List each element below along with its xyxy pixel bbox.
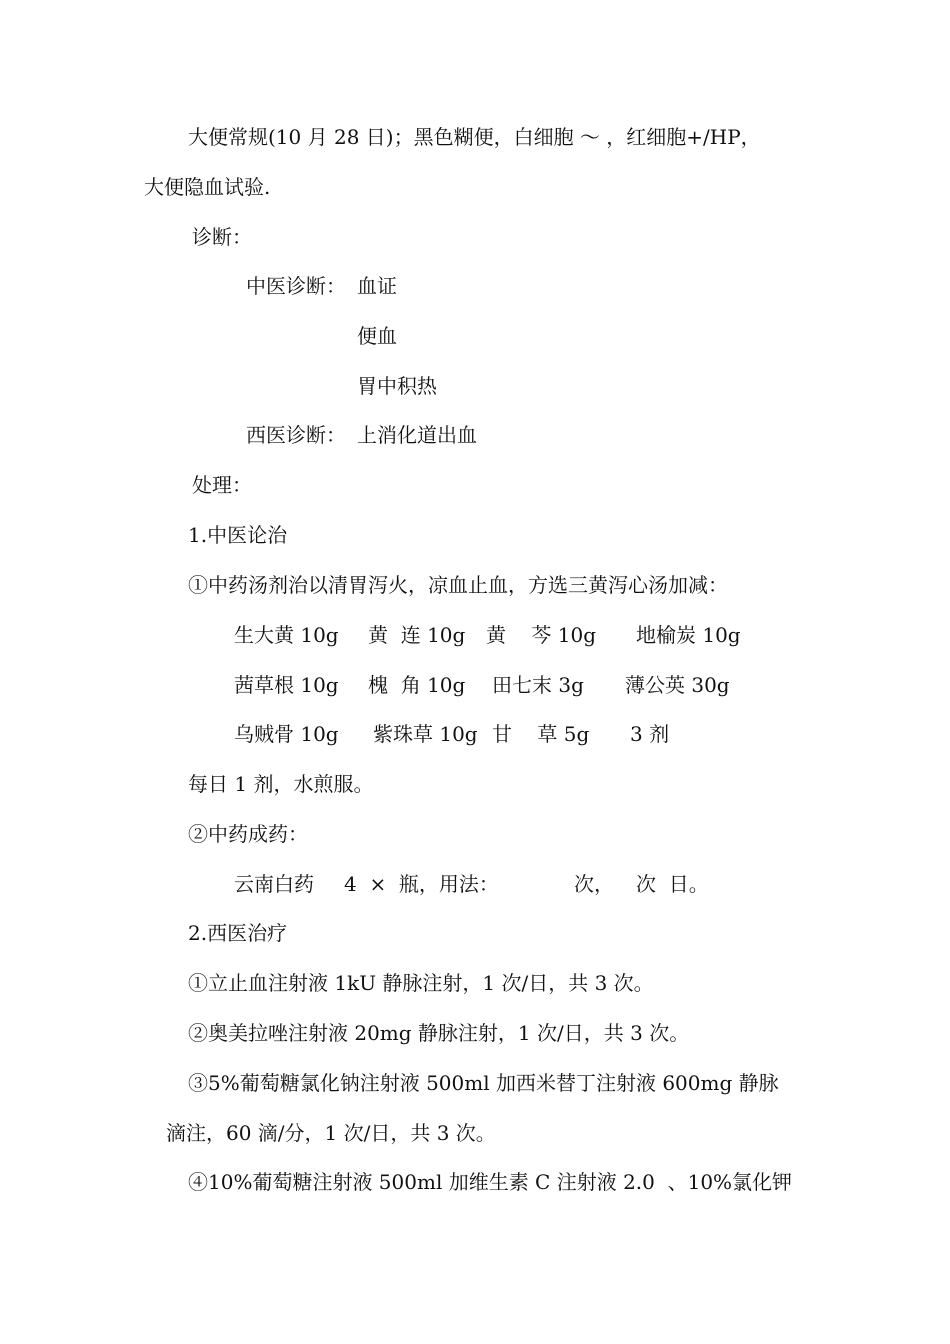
herb-item: 黄 芩 10g (486, 623, 597, 647)
herb-item: 槐 角 10g (368, 673, 466, 697)
wm-diagnosis-value: 上消化道出血 (357, 423, 477, 447)
herb-row (0, 672, 950, 698)
herb-item: 黄 连 10g (368, 623, 466, 647)
treatment-heading: 处理： (192, 473, 252, 497)
patent-medicine-heading: ②中药成药： (188, 822, 308, 846)
patent-medicine-times: 次， (574, 872, 614, 896)
herb-item: 薄公英 30g (625, 673, 730, 697)
herb-item: 甘 草 5g (492, 722, 590, 746)
herb-item: 生大黄 10g (234, 623, 339, 647)
herb-row (0, 721, 950, 747)
herb-item: 茜草根 10g (234, 673, 339, 697)
herb-row (0, 622, 950, 648)
wm-treatment-item-continued: 滴注，60 滴/分，1 次/日，共 3 次。 (166, 1121, 496, 1145)
wm-diagnosis-label: 西医诊断： (246, 423, 346, 447)
stool-exam-line-2: 大便隐血试验. (144, 175, 271, 199)
tcm-diagnosis-item: 血证 (357, 274, 397, 298)
tcm-diagnosis-item: 胃中积热 (357, 374, 437, 398)
patent-medicine-dose: 4 × 瓶，用法： (344, 872, 499, 896)
wm-treatment-item: ④10%葡萄糖注射液 500ml 加维生素 C 注射液 2.0 、10%氯化钾 (188, 1170, 793, 1194)
dosage-instruction: 每日 1 剂，水煎服。 (188, 772, 374, 796)
decoction-intro: ①中药汤剂治以清胃泻火，凉血止血，方选三黄泻心汤加减： (188, 573, 728, 597)
herb-item: 乌贼骨 10g (234, 722, 339, 746)
tcm-diagnosis-label: 中医诊断： (246, 274, 346, 298)
diagnosis-heading: 诊断： (192, 225, 252, 249)
prescription-quantity: 3 剂 (630, 722, 670, 746)
patent-medicine-frequency: 次 日。 (636, 872, 709, 896)
wm-treatment-item: ①立止血注射液 1kU 静脉注射，1 次/日，共 3 次。 (188, 971, 654, 995)
wm-treatment-item: ②奥美拉唑注射液 20mg 静脉注射，1 次/日，共 3 次。 (188, 1021, 690, 1045)
herb-item: 田七末 3g (492, 673, 584, 697)
stool-exam-line-1: 大便常规(10 月 28 日)；黑色糊便，白细胞 ～ ，红细胞+/HP， (188, 125, 761, 149)
herb-item: 紫珠草 10g (373, 722, 478, 746)
patent-medicine-line (0, 871, 950, 897)
wm-treatment-section: 2.西医治疗 (188, 921, 288, 945)
herb-item: 地榆炭 10g (636, 623, 741, 647)
patent-medicine-name: 云南白药 (234, 872, 314, 896)
wm-treatment-item: ③5%葡萄糖氯化钠注射液 500ml 加西米替丁注射液 600mg 静脉 (188, 1071, 779, 1095)
tcm-diagnosis-item: 便血 (357, 324, 397, 348)
tcm-treatment-section: 1.中医论治 (188, 523, 288, 547)
